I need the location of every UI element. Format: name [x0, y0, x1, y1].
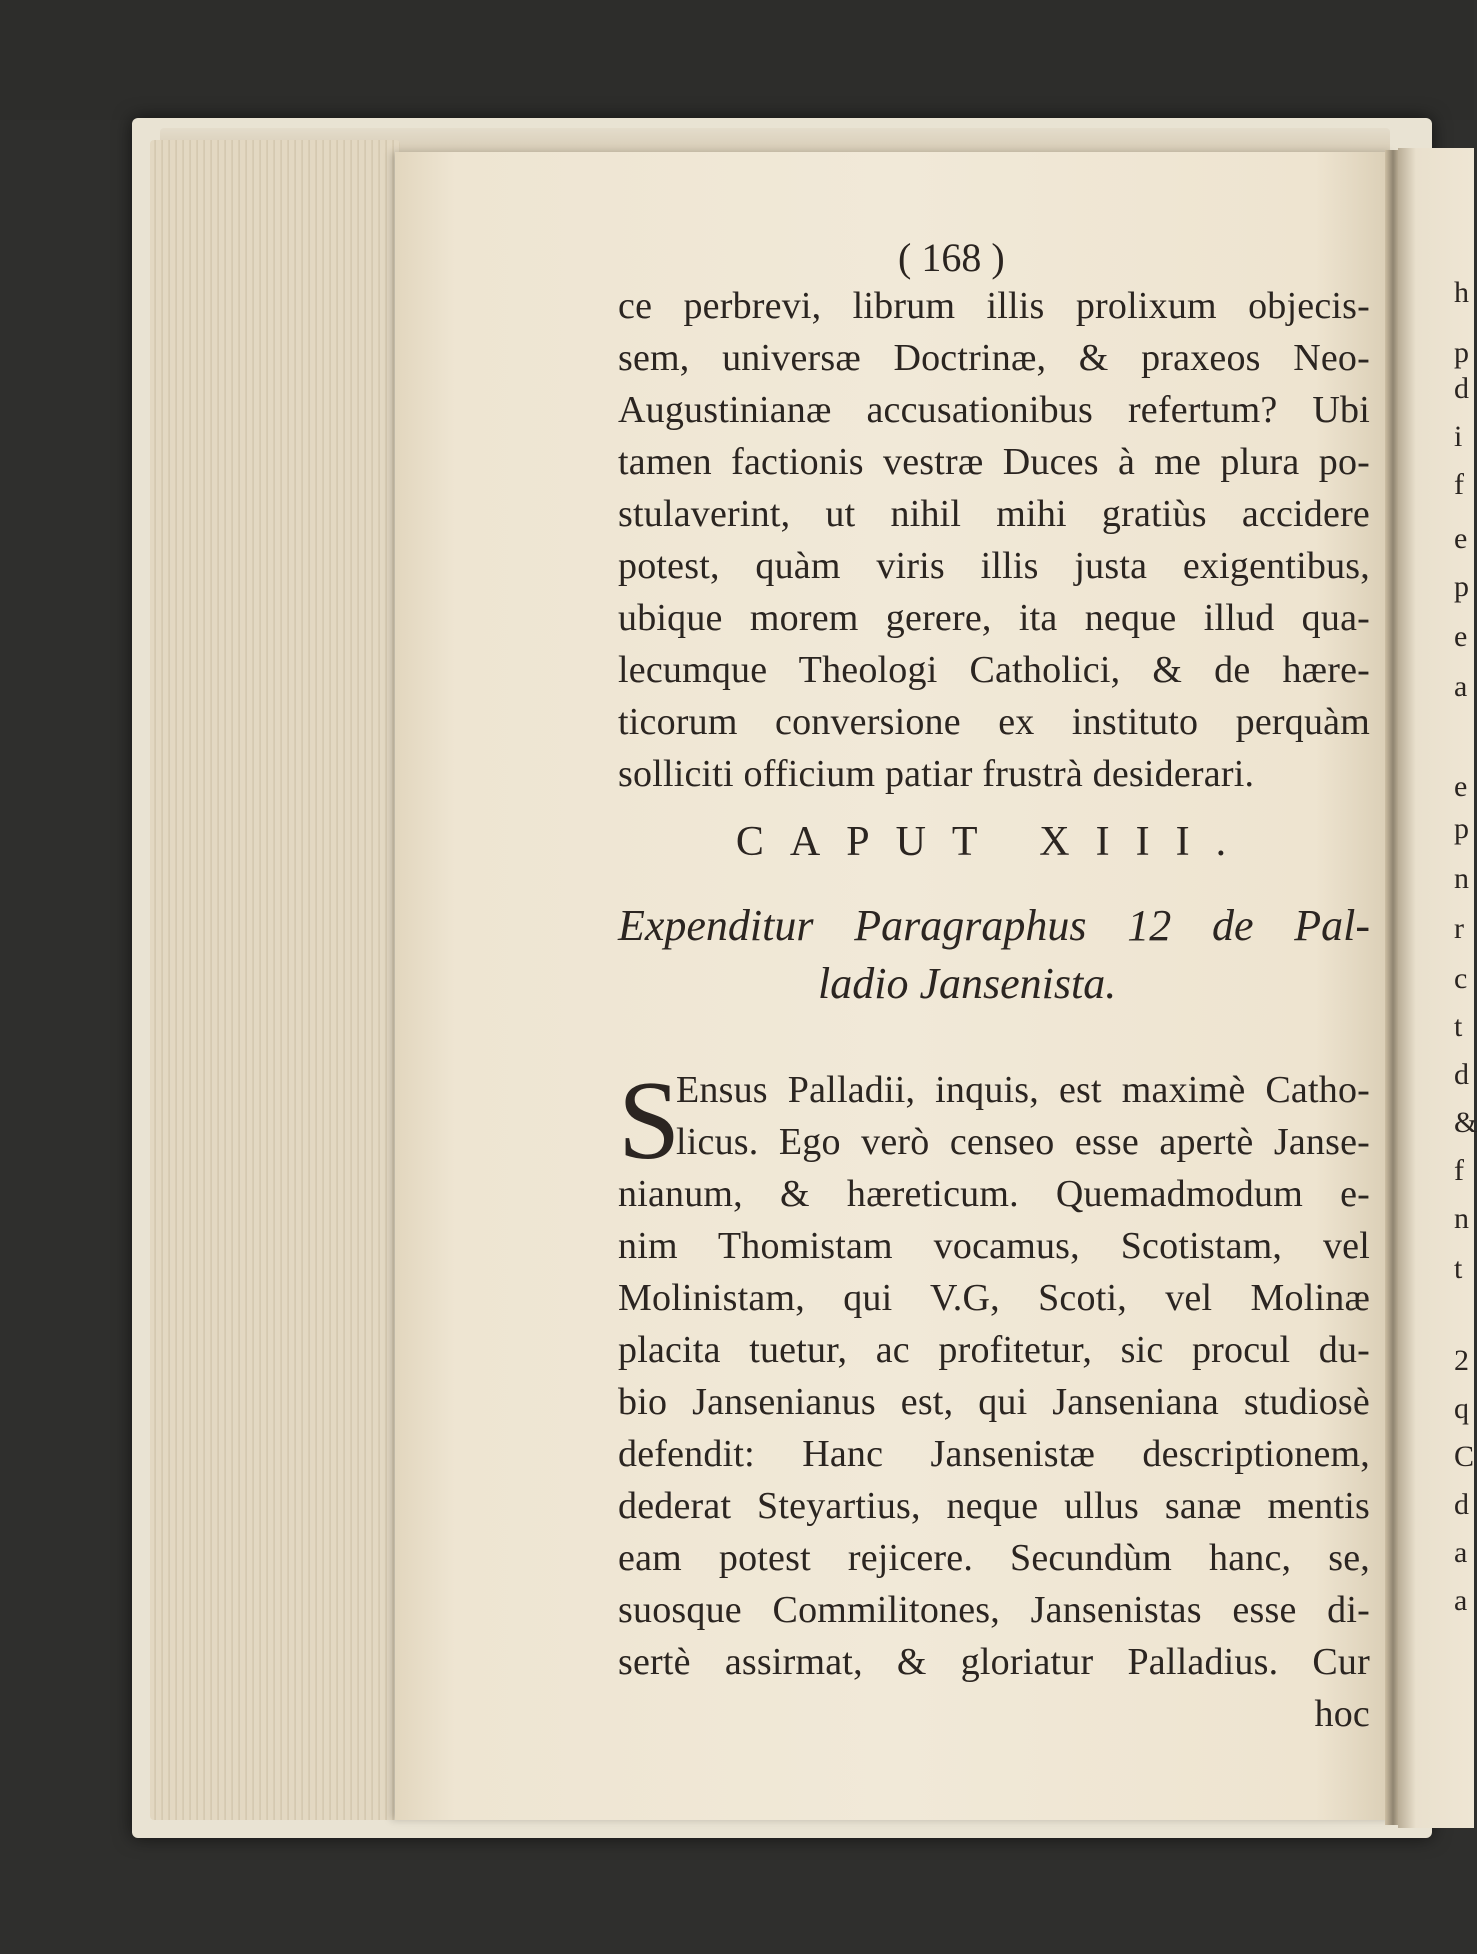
next-page-fragment: n [1454, 1202, 1469, 1235]
text-line: lecumque Theologi Catholici, & de hære- [618, 649, 1370, 691]
text-line: nianum, & hæreticum. Quemadmodum e- [618, 1173, 1370, 1215]
text-line: sertè assirmat, & gloriatur Palladius. Cur [618, 1641, 1370, 1683]
chapter-title-line: Expenditur Paragraphus 12 de Pal- [618, 901, 1370, 950]
text-line: stulaverint, ut nihil mihi gratiùs accidere [618, 493, 1370, 535]
text-line: eam potest rejicere. Secundùm hanc, se, [618, 1537, 1370, 1579]
page-edges [150, 140, 400, 1820]
next-page-fragment: r [1454, 912, 1464, 945]
text-line: potest, quàm viris illis justa exigentibus, [618, 545, 1370, 587]
text-line: nim Thomistam vocamus, Scotistam, vel [618, 1225, 1370, 1267]
next-page-fragment: a [1454, 1584, 1468, 1617]
next-page-fragment: f [1454, 1154, 1464, 1187]
next-page-fragment: t [1454, 1010, 1463, 1043]
text-line: defendit: Hanc Jansenistæ descriptionem, [618, 1433, 1370, 1475]
next-page-fragment: p [1454, 336, 1469, 369]
next-page-fragment: 2 [1454, 1344, 1469, 1377]
next-page-fragment: h [1454, 276, 1469, 309]
drop-cap: S [618, 1059, 681, 1183]
background [0, 0, 1474, 120]
next-page-fragment: f [1454, 468, 1464, 501]
page-number: ( 168 ) [898, 235, 1005, 280]
next-page-fragment: d [1454, 372, 1469, 405]
chapter-title-line: ladio Jansenista. [818, 959, 1117, 1008]
text-line: Ensus Palladii, inquis, est maximè Catho- [676, 1069, 1370, 1111]
catchword: hoc [1314, 1693, 1370, 1735]
next-page-fragment: t [1454, 1252, 1463, 1285]
next-page-fragment: & [1454, 1106, 1477, 1139]
text-line: sem, universæ Doctrinæ, & praxeos Neo- [618, 337, 1370, 379]
next-page-fragment: e [1454, 770, 1468, 803]
text-line: tamen factionis vestræ Duces à me plura po- [618, 441, 1370, 483]
text-line: ce perbrevi, librum illis prolixum objecis- [618, 285, 1370, 327]
next-page-fragment: p [1454, 570, 1469, 603]
next-page-fragment: q [1454, 1392, 1469, 1425]
text-line: Molinistam, qui V.G, Scoti, vel Molinæ [618, 1277, 1370, 1319]
next-page-fragment: a [1454, 670, 1468, 703]
text-line: ubique morem gerere, ita neque illud qua- [618, 597, 1370, 639]
next-page-fragment: i [1454, 420, 1463, 453]
text-line: licus. Ego verò censeo esse apertè Janse- [676, 1121, 1370, 1163]
next-page-fragment: d [1454, 1058, 1469, 1091]
text-line: bio Jansenianus est, qui Janseniana studiosè [618, 1381, 1370, 1423]
text-line: suosque Commilitones, Jansenistas esse di- [618, 1589, 1370, 1631]
text-line: placita tuetur, ac profitetur, sic procul du- [618, 1329, 1370, 1371]
text-line: solliciti officium patiar frustrà desiderari. [618, 753, 1255, 795]
next-page-fragment: c [1454, 962, 1468, 995]
next-page-fragment: d [1454, 1488, 1469, 1521]
next-page-fragment: e [1454, 620, 1468, 653]
next-page-fragment: p [1454, 812, 1469, 845]
next-page-fragment: e [1454, 522, 1468, 555]
text-line: ticorum conversione ex instituto perquàm [618, 701, 1370, 743]
next-page-fragment: C [1454, 1440, 1475, 1473]
chapter-heading: CAPUT XIII. [735, 819, 1253, 865]
text-line: dederat Steyartius, neque ullus sanæ mentis [618, 1485, 1370, 1527]
next-page-fragment: a [1454, 1536, 1468, 1569]
text-line: Augustinianæ accusationibus refertum? Ubi [618, 389, 1370, 431]
next-page-fragment: n [1454, 862, 1469, 895]
